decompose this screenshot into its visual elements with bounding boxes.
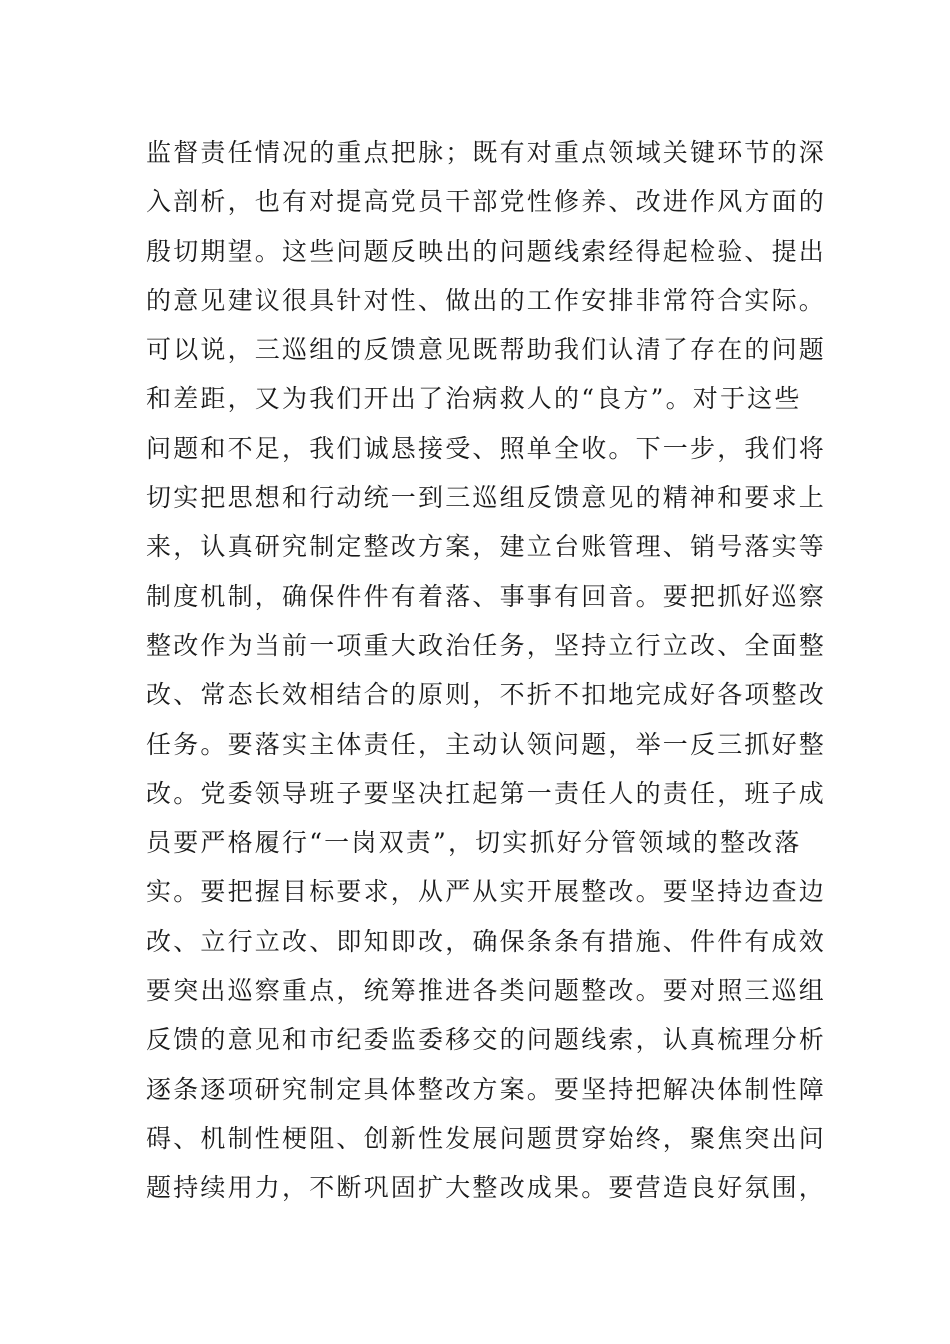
text-line: 可以说，三巡组的反馈意见既帮助我们认清了存在的问题: [146, 335, 827, 365]
text-line: 任务。要落实主体责任，主动认领问题，举一反三抓好整: [146, 729, 827, 759]
text-line: 和差距，又为我们开出了治病救人的“良方”。对于这些: [146, 384, 802, 414]
text-line: 碍、机制性梗阻、创新性发展问题贯穿始终，聚焦突出问: [146, 1123, 827, 1153]
text-line: 入剖析，也有对提高党员干部党性修养、改进作风方面的: [146, 187, 827, 217]
text-line: 改、立行立改、即知即改，确保条条有措施、件件有成效: [146, 926, 827, 956]
text-line: 逐条逐项研究制定具体整改方案。要坚持把解决体制性障: [146, 1074, 827, 1104]
text-line: 反馈的意见和市纪委监委移交的问题线索，认真梳理分析: [146, 1025, 827, 1055]
text-line: 监督责任情况的重点把脉；既有对重点领域关键环节的深: [146, 138, 827, 167]
text-line: 制度机制，确保件件有着落、事事有回音。要把抓好巡察: [146, 581, 827, 611]
text-line: 要突出巡察重点，统筹推进各类问题整改。要对照三巡组: [146, 976, 827, 1006]
text-line: 实。要把握目标要求，从严从实开展整改。要坚持边查边: [146, 877, 827, 907]
text-line: 题持续用力，不断巩固扩大整改成果。要营造良好氛围，: [146, 1173, 827, 1203]
text-line: 殷切期望。这些问题反映出的问题线索经得起检验、提出: [146, 236, 827, 266]
text-line: 员要严格履行“一岗双责”，切实抓好分管领域的整改落: [146, 828, 802, 858]
text-line: 改。党委领导班子要坚决扛起第一责任人的责任，班子成: [146, 778, 827, 808]
text-line: 切实把思想和行动统一到三巡组反馈意见的精神和要求上: [146, 483, 827, 513]
text-line: 问题和不足，我们诚恳接受、照单全收。下一步，我们将: [146, 433, 827, 463]
body-text: [146, 128, 827, 1213]
text-line: 改、常态长效相结合的原则，不折不扣地完成好各项整改: [146, 680, 827, 710]
text-line: 整改作为当前一项重大政治任务，坚持立行立改、全面整: [146, 630, 827, 660]
text-line: 来，认真研究制定整改方案，建立台账管理、销号落实等: [146, 532, 827, 562]
text-line: 的意见建议很具针对性、做出的工作安排非常符合实际。: [146, 285, 827, 315]
